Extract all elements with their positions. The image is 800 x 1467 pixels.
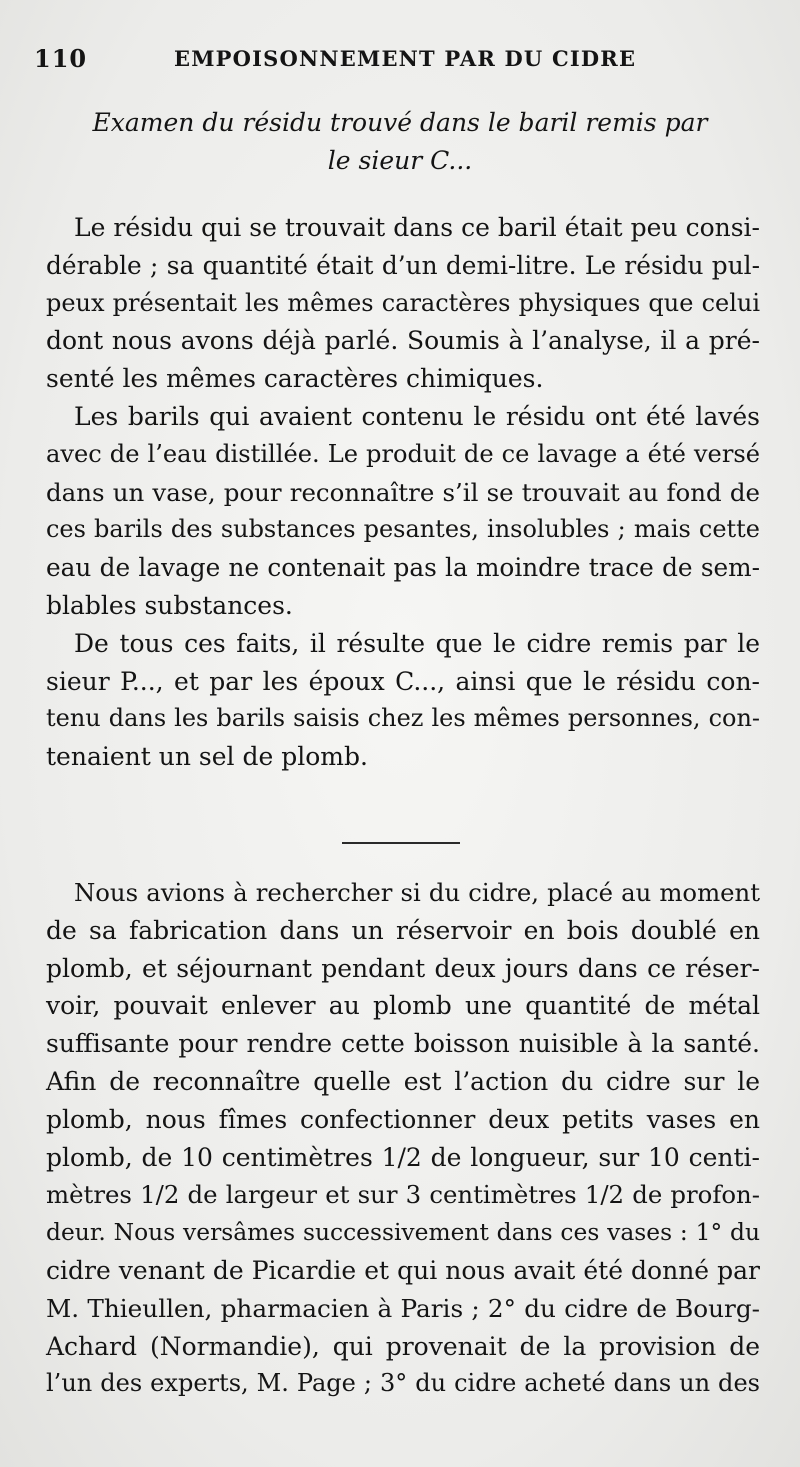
text-line: mètres 1/2 de largeur et sur 3 centimètres 1/2 de profon- xyxy=(46,1180,760,1210)
body-text-lower xyxy=(46,874,760,1403)
text-line: ces barils des substances pesantes, insolubles ; mais cette xyxy=(46,515,760,544)
text-line: senté les mêmes caractères chimiques. xyxy=(46,364,544,394)
text-line: voir, pouvait enlever au plomb une quantité de métal xyxy=(46,991,760,1021)
paragraph-washing xyxy=(46,398,760,625)
section-title-line-1: Examen du résidu trouvé dans le baril remis par xyxy=(92,108,708,137)
text-line: plomb, et séjournant pendant deux jours dans ce réser- xyxy=(46,953,760,983)
text-line: Le résidu qui se trouvait dans ce baril était peu consi- xyxy=(74,213,760,242)
text-line: dérable ; sa quantité était d’un demi-litre. Le résidu pul- xyxy=(46,250,760,280)
text-line: Afin de reconnaître quelle est l’action du cidre sur le xyxy=(46,1066,760,1096)
text-line: Les barils qui avaient contenu le résidu ont été lavés xyxy=(74,401,760,431)
text-line: plomb, de 10 centimètres 1/2 de longueur, sur 10 centi- xyxy=(46,1142,760,1172)
text-line: tenaient un sel de plomb. xyxy=(46,742,368,772)
text-line: peux présentait les mêmes caractères physiques que celui xyxy=(46,288,760,317)
paragraph-residue xyxy=(46,209,760,398)
body-text-upper xyxy=(46,209,760,776)
text-line: De tous ces faits, il résulte que le cidre remis par le xyxy=(74,628,760,658)
text-line: tenu dans les barils saisis chez les mêmes personnes, con- xyxy=(46,704,760,733)
text-line: blables substances. xyxy=(46,590,293,620)
text-line: plomb, nous fîmes confectionner deux petits vases en xyxy=(46,1104,760,1134)
page-header xyxy=(34,44,774,74)
text-line: l’un des experts, M. Page ; 3° du cidre acheté dans un des xyxy=(46,1369,760,1398)
paragraph-experiment xyxy=(46,874,760,1403)
section-title-line-2: le sieur C... xyxy=(327,146,473,175)
text-line: dans un vase, pour reconnaître s’il se trouvait au fond de xyxy=(46,477,760,507)
text-line: sieur P..., et par les époux C..., ainsi que le résidu con- xyxy=(46,666,760,696)
text-line: eau de lavage ne contenait pas la moindre trace de sem- xyxy=(46,553,760,583)
text-line: deur. Nous versâmes successivement dans ces vases : 1° du xyxy=(46,1218,760,1247)
running-head: EMPOISONNEMENT PAR DU CIDRE xyxy=(174,46,637,71)
text-line: dont nous avons déjà parlé. Soumis à l’analyse, il a pré- xyxy=(46,326,760,356)
section-title xyxy=(60,104,740,180)
text-line: Achard (Normandie), qui provenait de la provision de xyxy=(46,1331,760,1361)
text-line: cidre venant de Picardie et qui nous avait été donné par xyxy=(46,1255,760,1285)
text-line: Nous avions à rechercher si du cidre, placé au moment xyxy=(74,878,760,907)
page-number: 110 xyxy=(34,44,88,73)
paragraph-conclusion xyxy=(46,625,760,776)
text-line: avec de l’eau distillée. Le produit de ce lavage a été versé xyxy=(46,439,760,468)
section-separator xyxy=(342,842,460,844)
text-line: suffisante pour rendre cette boisson nuisible à la santé. xyxy=(46,1029,760,1059)
text-line: M. Thieullen, pharmacien à Paris ; 2° du cidre de Bourg- xyxy=(46,1293,760,1323)
text-line: de sa fabrication dans un réservoir en bois doublé en xyxy=(46,915,760,945)
